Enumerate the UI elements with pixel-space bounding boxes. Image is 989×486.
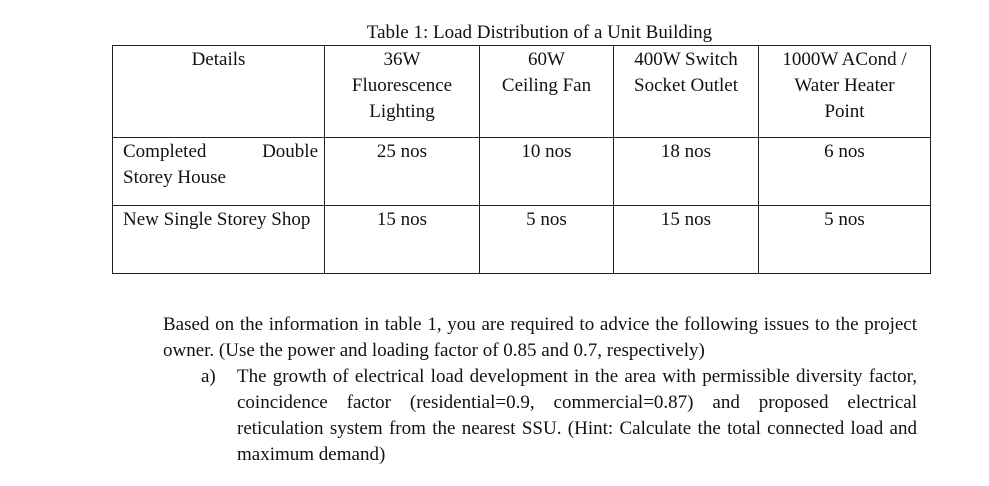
cell-value: 5 nos [759, 206, 931, 274]
cell-value: 18 nos [614, 138, 759, 206]
intro-paragraph: Based on the information in table 1, you are required to advice the following issues to the project owner. (Use the power and loading factor of 0.85 and 0.7, respectively) [163, 314, 917, 361]
table-header-row [113, 46, 931, 138]
question-body [163, 312, 917, 468]
table-caption: Table 1: Load Distribution of a Unit Building [366, 22, 713, 43]
header-line: 36W [383, 49, 421, 70]
header-fluorescence-lighting [325, 46, 480, 138]
cell-value: 10 nos [480, 138, 614, 206]
question-list [163, 364, 917, 468]
header-socket-outlet [614, 46, 759, 138]
header-line: 1000W ACond / [782, 49, 907, 70]
table-row [113, 138, 931, 206]
cell-value: 25 nos [325, 138, 480, 206]
header-line: Water Heater [794, 75, 895, 96]
cell-value: 15 nos [325, 206, 480, 274]
row-label: New Single Storey Shop [113, 206, 325, 274]
header-line: Fluorescence [351, 75, 453, 96]
header-water-heater-point [759, 46, 931, 138]
header-details: Details [113, 46, 325, 138]
row-label: Completed Double Storey House [113, 138, 325, 206]
load-distribution-table [112, 45, 931, 274]
header-line: Socket Outlet [634, 75, 738, 96]
table-row [113, 206, 931, 274]
header-line: Ceiling Fan [501, 75, 592, 96]
header-line: Point [824, 101, 865, 122]
list-item [163, 364, 917, 468]
header-ceiling-fan [480, 46, 614, 138]
cell-value: 6 nos [759, 138, 931, 206]
header-line: Lighting [369, 101, 435, 122]
header-line: 60W [528, 49, 565, 70]
header-line: 400W Switch [634, 49, 738, 70]
list-marker: a) [201, 366, 216, 387]
list-item-text: The growth of electrical load development in the area with permissible diversity factor, coincidence factor (residential=0.9, commercial=0.87) and proposed electrical reticulation system from the nearest SSU. (Hint: Calculate the total connected load and maximum demand) [237, 366, 917, 465]
cell-value: 15 nos [614, 206, 759, 274]
cell-value: 5 nos [480, 206, 614, 274]
